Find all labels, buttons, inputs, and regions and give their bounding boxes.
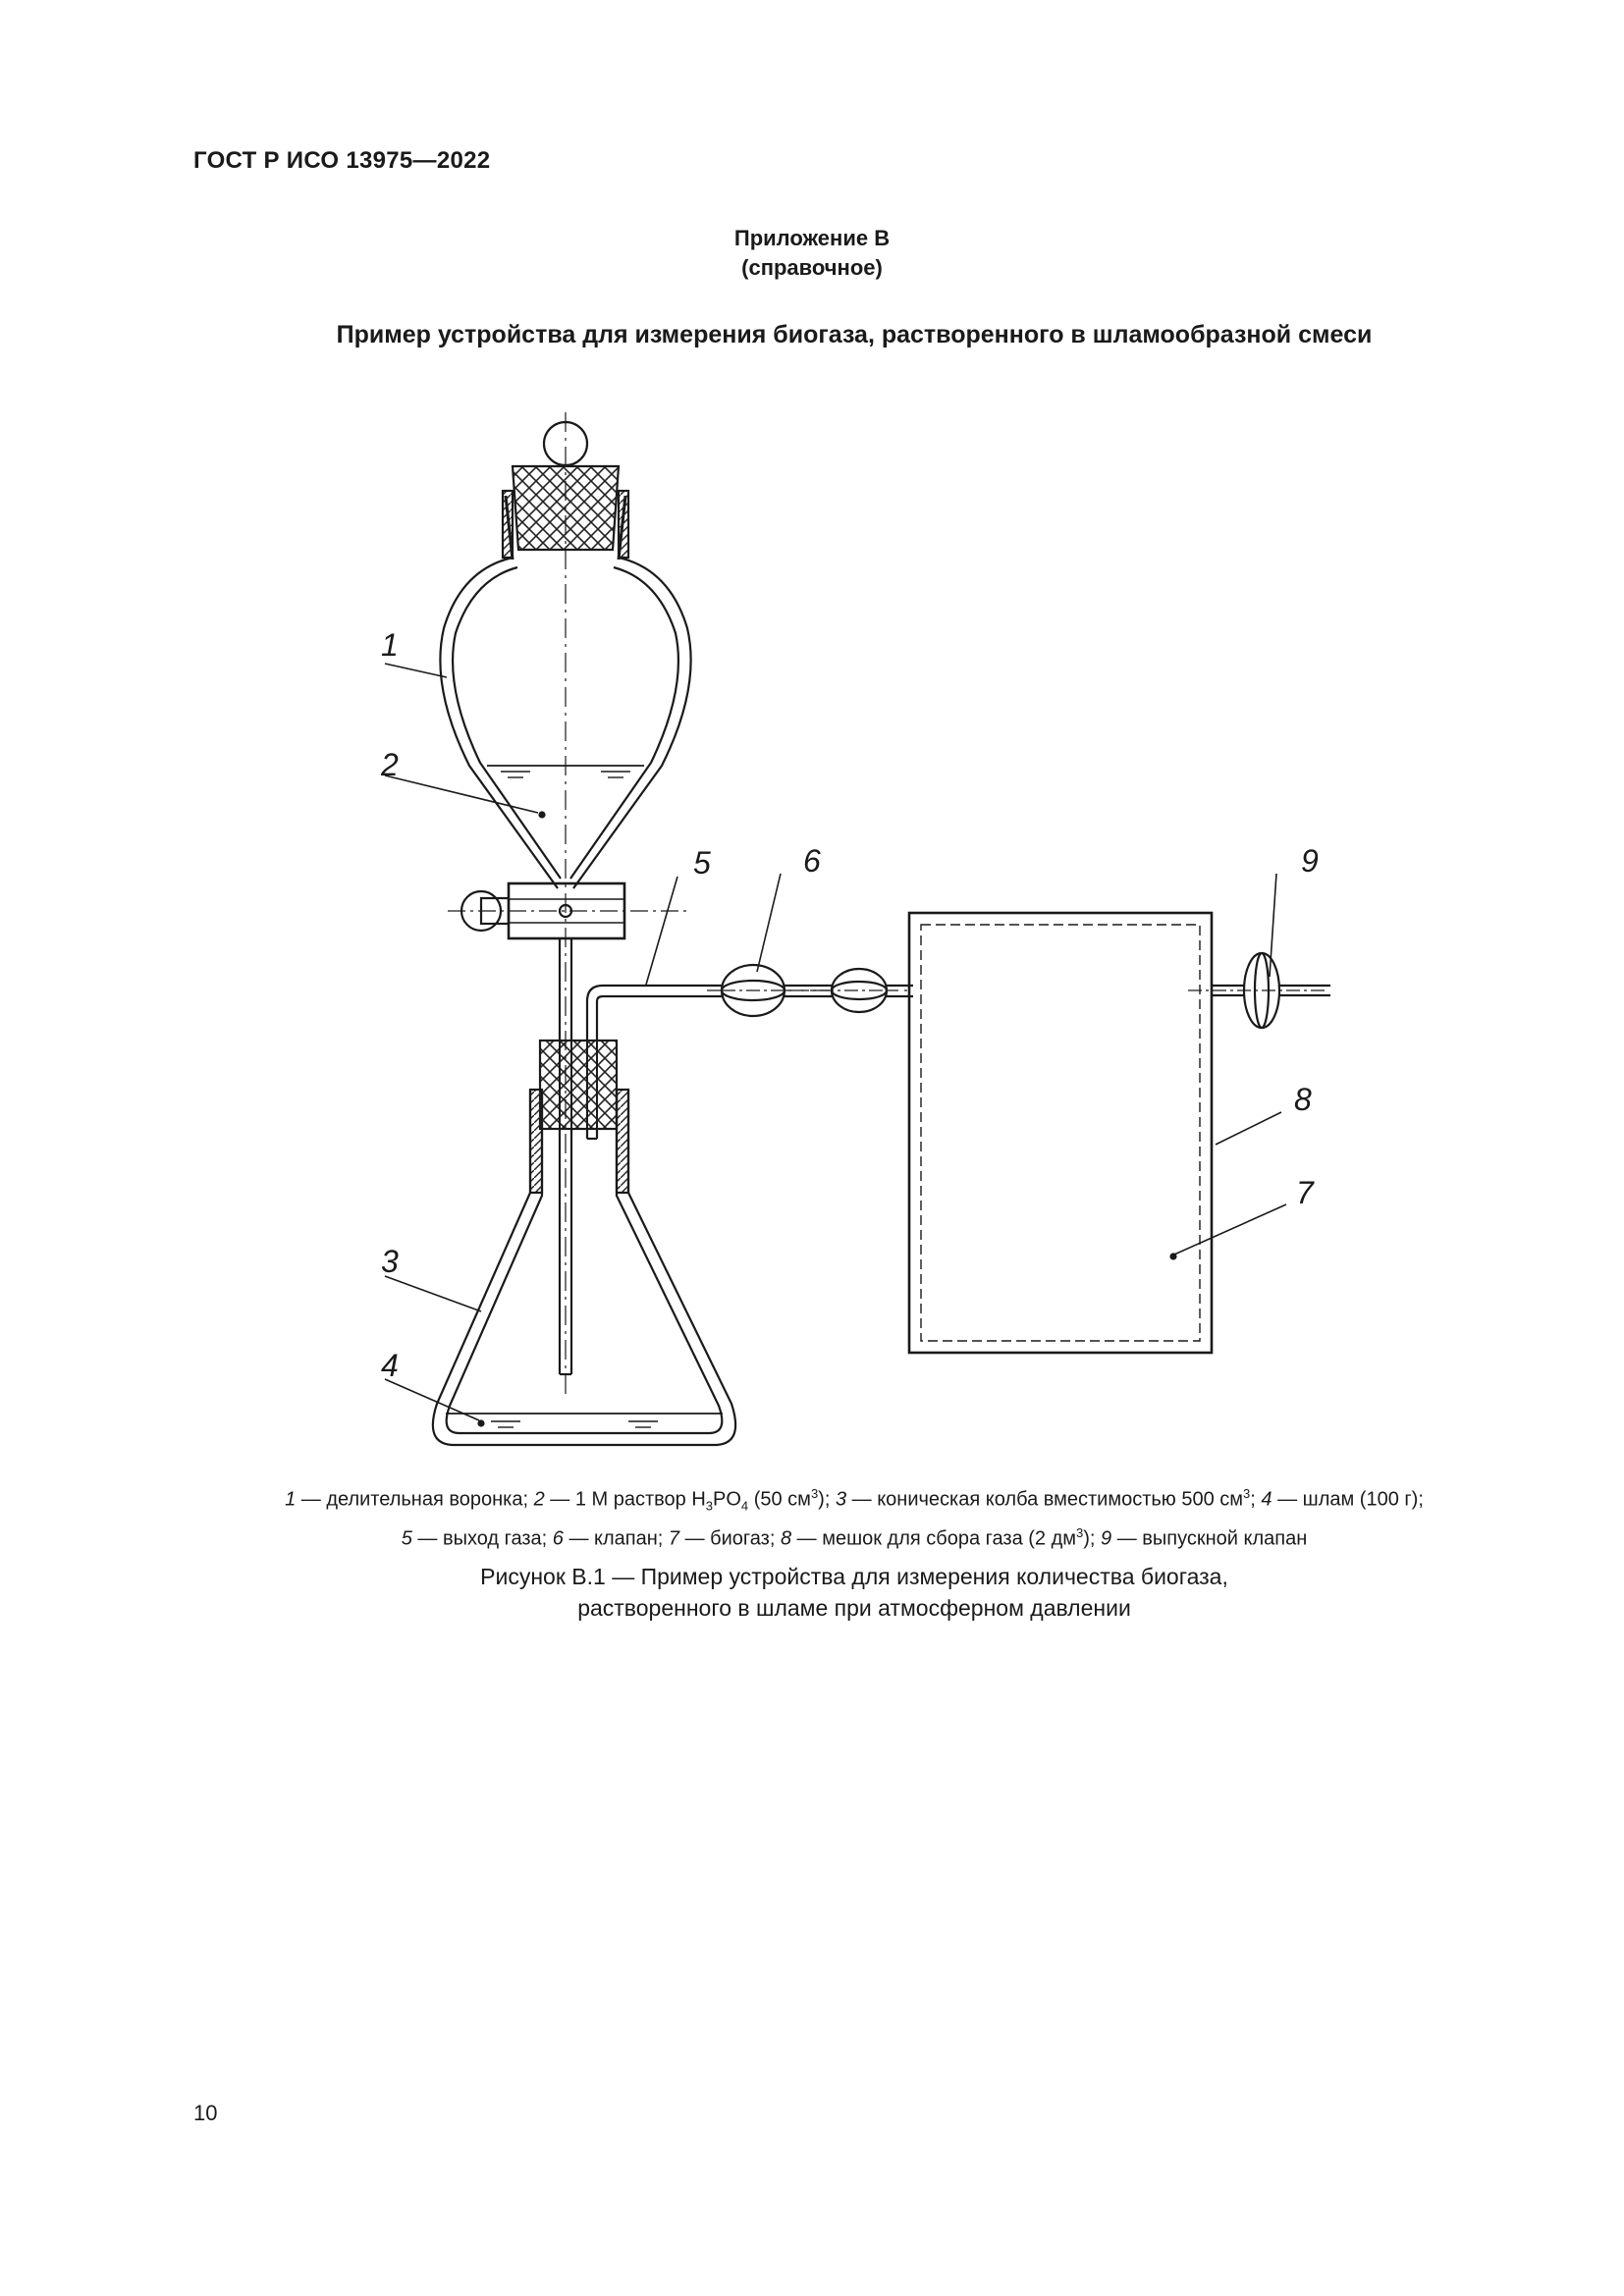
callout-5: 5 <box>693 845 711 881</box>
annex-title: Пример устройства для измерения биогаза, растворенного в шламообразной смеси <box>336 321 1373 348</box>
caption-line-2: растворенного в шламе при атмосферном давлении <box>577 1595 1131 1621</box>
legend-text: — делительная воронка; <box>296 1488 534 1511</box>
gas-bag <box>909 913 1212 1353</box>
callout-6: 6 <box>803 843 821 879</box>
document-header: ГОСТ Р ИСО 13975—2022 <box>193 147 491 174</box>
annex-status: (справочное) <box>741 255 883 280</box>
figure-caption <box>147 1561 1561 1624</box>
legend-text: — биогаз; <box>679 1527 781 1550</box>
legend-text: — выход газа; <box>411 1527 553 1550</box>
legend-text: ; <box>1250 1488 1262 1511</box>
callout-9: 9 <box>1301 843 1319 879</box>
legend-text: — шлам (100 г); <box>1272 1488 1424 1511</box>
legend-line-2 <box>147 1520 1561 1553</box>
legend-sup: 3 <box>810 1486 819 1501</box>
legend-num: 8 <box>780 1527 792 1550</box>
conical-flask <box>433 1090 735 1445</box>
caption-line-1: Рисунок В.1 — Пример устройства для измерения количества биогаза, <box>480 1564 1228 1589</box>
flask-stopper <box>540 1041 617 1129</box>
legend-text: — клапан; <box>563 1527 669 1550</box>
callout-7: 7 <box>1296 1175 1314 1210</box>
valve-6 <box>722 965 887 1016</box>
legend-num: 1 <box>285 1488 297 1511</box>
legend-line-1 <box>147 1480 1561 1520</box>
figure-legend <box>147 1480 1561 1552</box>
annex-label: Приложение В <box>733 226 891 250</box>
legend-text: — выпускной клапан <box>1111 1527 1308 1550</box>
legend-text: — 1 М раствор H <box>544 1488 706 1511</box>
legend-text: — мешок для сбора газа (2 дм <box>791 1527 1077 1550</box>
legend-text: PO <box>713 1488 741 1511</box>
legend-num: 3 <box>835 1488 847 1511</box>
callout-4: 4 <box>381 1348 399 1383</box>
legend-text: (50 см <box>748 1488 811 1511</box>
legend-sub: 4 <box>740 1498 749 1514</box>
legend-sup: 3 <box>1243 1486 1251 1501</box>
legend-sup: 3 <box>1076 1524 1084 1540</box>
legend-num: 7 <box>668 1527 680 1550</box>
legend-text: — коническая колба вместимостью 500 см <box>846 1488 1244 1511</box>
callout-8: 8 <box>1294 1082 1312 1117</box>
release-valve-9 <box>1188 953 1330 1028</box>
legend-num: 9 <box>1101 1527 1112 1550</box>
callout-3: 3 <box>381 1244 399 1279</box>
legend-num: 2 <box>533 1488 545 1511</box>
legend-num: 4 <box>1261 1488 1272 1511</box>
legend-num: 5 <box>401 1527 412 1550</box>
legend-text: ); <box>1083 1527 1102 1550</box>
legend-num: 6 <box>552 1527 564 1550</box>
page-number: 10 <box>193 2101 218 2125</box>
callout-1: 1 <box>381 627 399 663</box>
legend-text: ); <box>818 1488 836 1511</box>
legend-sub: 3 <box>705 1498 714 1514</box>
callout-2: 2 <box>381 747 399 782</box>
